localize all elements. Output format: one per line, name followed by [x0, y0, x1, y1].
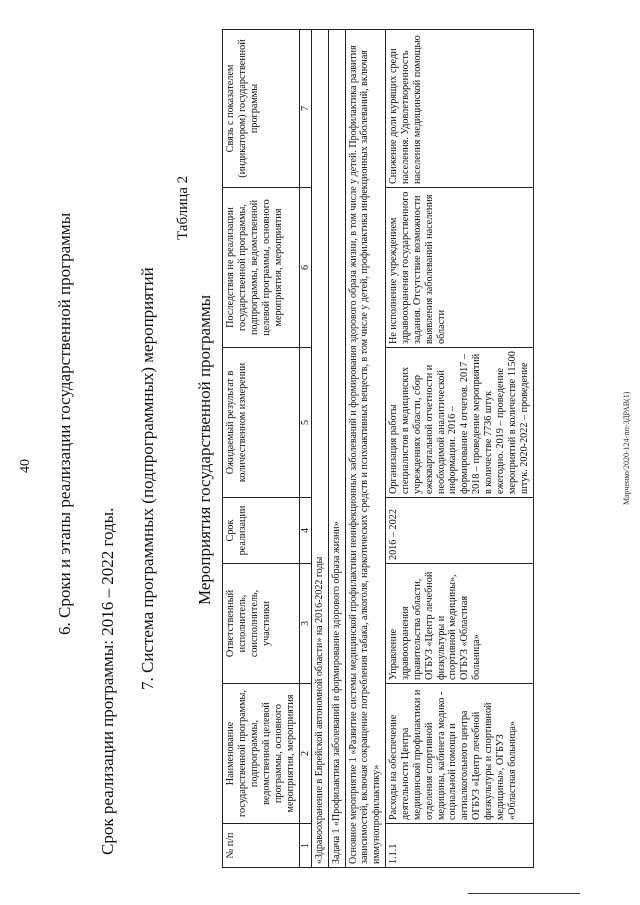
events-table [222, 29, 534, 868]
column-number: 2 [299, 684, 312, 824]
column-number: 5 [299, 348, 312, 498]
section6-heading: 6. Сроки и этапы реализации государственной программы [55, 212, 74, 635]
header-cell: Последствия не реализации государственной программы, подпрограммы, ведомственной целевой программы, основного мероприятия, мероприятия [223, 188, 300, 348]
implementation-period: Срок реализации программы: 2016 – 2022 годы. [98, 507, 117, 855]
header-cell: Связь с показателем (индикатором) государственной программы [223, 30, 300, 188]
column-number-row [299, 30, 312, 868]
task-row [329, 30, 346, 868]
result-cell: Организация работы специалистов в медицинских учреждениях области, сбор ежеквартальной отчетности и необходимой аналитической информации. 2016 – формирование 4 отчетов. 2017 – 2018 – проведение мероприятий в количестве 7736 штук ежегодно. 2019 – проведение мероприятий в количестве 11500 штук. 2020-2022 – проведение [385, 348, 533, 498]
program-row [312, 30, 329, 868]
table-number: Таблица 2 [175, 175, 191, 240]
column-number: 3 [299, 564, 312, 684]
row-number-cell: 1.1.1 [385, 824, 533, 868]
footer-code: Марченко/2020-124-пп-ЗДРАВ(1) [622, 391, 631, 505]
header-cell: Наименование государственной программы, подпрограммы, ведомственной целевой программы, основного мероприятия, мероприятия [223, 684, 300, 824]
main-event-cell: Основное мероприятие 1 «Развитие системы медицинской профилактики неинфекционных заболеваний и формирования здорового образа жизни, в том числе у детей. Профилактика развития зависимостей, включая сокращение потребления табака, алкоголя, наркотических средств и психоактивных веществ, в том числе у детей, профилактика инфекционных заболеваний, включая иммунопрофилактику» [345, 30, 385, 868]
header-cell: Ответственный исполнитель, соисполнитель, участники [223, 564, 300, 684]
table-row [385, 30, 533, 868]
consequences-cell: Не исполнение учреждением здравоохранения государственного задания. Отсутствие возможности выявления заболеваний населения области [385, 188, 533, 348]
indicator-cell: Снижение доли курящих среди населения. Удовлетворенность населения медицинской помощью [385, 30, 533, 188]
header-cell: Ожидаемый результат в количественном измерении [223, 348, 300, 498]
bottom-rule [468, 893, 580, 894]
column-number: 6 [299, 188, 312, 348]
column-number: 4 [299, 498, 312, 564]
table-caption: Мероприятия государственной программы [195, 294, 214, 605]
main-event-row [345, 30, 385, 868]
column-number: 1 [299, 824, 312, 868]
event-name-cell: Расходы на обеспечение деятельности Центра медицинской профилактики и отделения спортивной медицины, кабинета медико - социальной помощи и антиалкогольного центра ОГБУЗ «Центр лечебной физкультуры и спортивной медицины», ОГБУЗ «Областная больница» [385, 684, 533, 824]
program-title-cell: «Здравоохранение в Еврейской автономной области» на 2016-2022 годы [312, 30, 329, 868]
table-header-row [223, 30, 300, 868]
executor-cell: Управление здравоохранения правительства области, ОГБУЗ «Центр лечебной физкультуры и спортивной медицины», ОГБУЗ «Областная больница» [385, 564, 533, 684]
header-cell: № п/п [223, 824, 300, 868]
period-cell: 2016 – 2022 [385, 498, 533, 564]
page-number: 40 [18, 459, 33, 473]
header-cell: Срок реализации [223, 498, 300, 564]
column-number: 7 [299, 30, 312, 188]
section7-heading: 7. Система программных (подпрограммных) мероприятий [138, 267, 157, 690]
task-title-cell: Задача 1 «Профилактика заболеваний и формирование здорового образа жизни» [329, 30, 346, 868]
